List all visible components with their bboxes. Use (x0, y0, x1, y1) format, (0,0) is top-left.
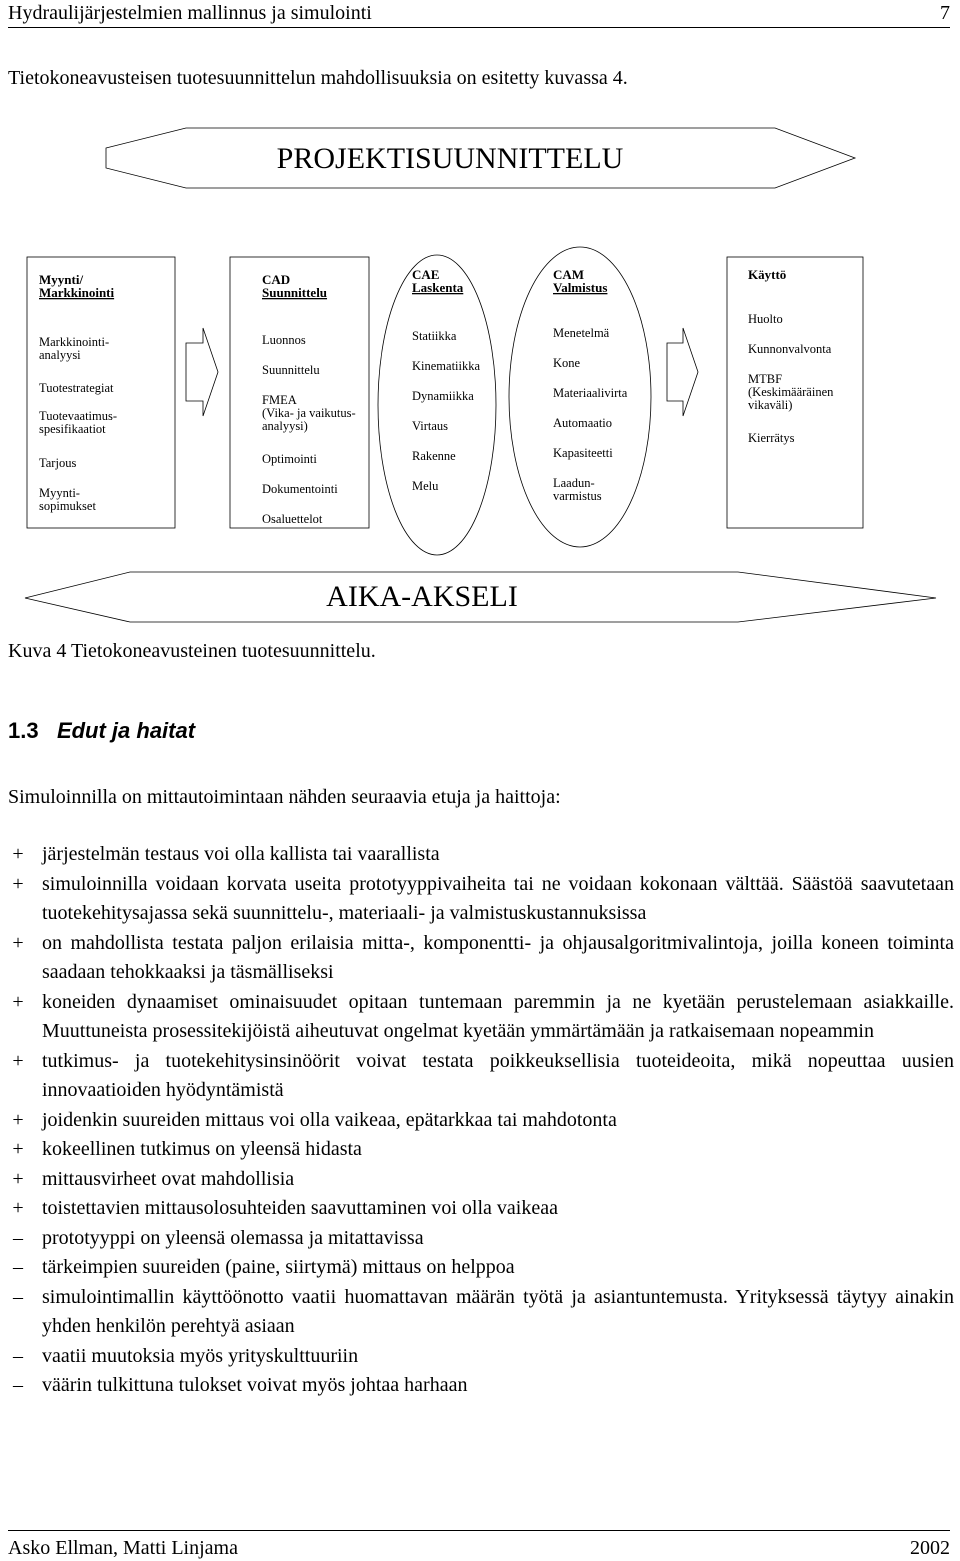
list-item (8, 1371, 954, 1401)
col1-title: Myynti/ Markkinointi (39, 272, 115, 300)
col2-item: FMEA (Vika- ja vaikutus-analyysi) (262, 393, 356, 433)
list-item-text: koneiden dynaamiset ominaisuudet opitaan tuntemaan paremmin ja ne kyetään perustelemaan asiakkaille. Muuttuneista prosessitekijöistä aiheutuvat ongelmat kyetään ymmärtämään ja ratkaisemaan nopeammin (42, 990, 954, 1042)
col5-item: MTBF (Keskimääräinen vikaväli) (748, 372, 834, 412)
page-number: 7 (940, 2, 950, 24)
list-item (8, 1047, 954, 1106)
arrow-1-shape (186, 328, 218, 416)
bullet-symbol: – (13, 1344, 23, 1367)
list-item-text: järjestelmän testaus voi olla kallista tai vaarallista (42, 843, 440, 865)
col3-item: Statiikka (412, 329, 457, 343)
bullet-symbol: – (13, 1256, 23, 1278)
list-item-text: tutkimus- ja tuotekehitysinsinöörit voivat testata poikkeuksellisia tuoteideoita, mikä nopeuttaa uusien innovaatioiden hyödyntämistä (42, 1049, 954, 1101)
bullet-symbol: + (12, 872, 24, 895)
list-item (8, 929, 954, 988)
page-footer (8, 1530, 950, 1561)
col1-item: Markkinointi-analyysi (39, 335, 110, 362)
footer-authors: Asko Ellman, Matti Linjama (8, 1537, 238, 1559)
page-header (8, 0, 950, 28)
bullet-symbol: – (13, 1374, 23, 1396)
intro-text: Tietokoneavusteisen tuotesuunnittelun mahdollisuuksia on esitetty kuvassa 4. (8, 67, 628, 89)
bullet-symbol: + (12, 1167, 24, 1190)
list-item-text: prototyyppi on yleensä olemassa ja mitattavissa (42, 1226, 424, 1249)
list-item (8, 1135, 954, 1165)
col2-title: CAD Suunnittelu (262, 272, 328, 300)
bullet-symbol: + (12, 931, 24, 954)
list-item (8, 1224, 954, 1254)
bullet-symbol: + (12, 843, 24, 865)
col3-item: Melu (412, 479, 439, 493)
pros-cons-list (8, 840, 954, 1401)
col3-title: CAE Laskenta (412, 267, 464, 295)
col5-title: Käyttö (748, 267, 787, 282)
time-axis-label: AIKA-AKSELI (326, 580, 518, 613)
col4-item: Laadun-varmistus (553, 476, 602, 503)
list-item (8, 1342, 954, 1372)
col5-item: Kunnonvalvonta (748, 342, 832, 356)
list-item-text: väärin tulkittuna tulokset voivat myös johtaa harhaan (42, 1374, 468, 1396)
list-item (8, 1253, 954, 1283)
col2-item: Luonnos (262, 333, 306, 347)
col2-item: Suunnittelu (262, 363, 320, 377)
list-item-text: simuloinnilla voidaan korvata useita prototyyppivaiheita tai ne voidaan kokonaan välttää. Säästöä saavutetaan tuotekehitysajassa sekä suunnittelu-, materiaali- ja valmistuskustannuksissa (42, 872, 954, 924)
col1-item: Myynti-sopimukset (39, 486, 96, 513)
col1-item: Tarjous (39, 456, 77, 470)
col4-item: Kone (553, 356, 581, 370)
bullet-symbol: + (12, 1049, 24, 1072)
col4-item: Automaatio (553, 416, 613, 430)
col4-item: Materiaalivirta (553, 386, 628, 400)
section-title: Edut ja haitat (56, 718, 196, 743)
col5-item: Huolto (748, 312, 783, 326)
bullet-symbol: – (13, 1226, 23, 1249)
banner-title: PROJEKTISUUNNITTELU (276, 142, 624, 175)
section-number: 1.3 (8, 718, 39, 743)
list-item (8, 840, 954, 870)
arrow-2-shape (667, 328, 698, 416)
project-planning-diagram (0, 118, 960, 623)
document-title: Hydraulijärjestelmien mallinnus ja simulointi (8, 2, 372, 24)
section-paragraph: Simuloinnilla on mittautoimintaan nähden seuraavia etuja ja haittoja: (8, 786, 561, 808)
bullet-symbol: + (12, 1108, 24, 1131)
bullet-symbol: + (12, 1138, 24, 1160)
col3-item: Virtaus (412, 419, 449, 433)
list-item-text: vaatii muutoksia myös yrityskulttuuriin (42, 1344, 359, 1367)
col4-item: Kapasiteetti (553, 446, 613, 460)
list-item (8, 1106, 954, 1136)
col2-item: Dokumentointi (262, 482, 338, 496)
col3-item: Kinematiikka (412, 359, 481, 373)
col4-title: CAM Valmistus (553, 267, 608, 295)
list-item (8, 1194, 954, 1224)
col4-item: Menetelmä (553, 326, 610, 340)
list-item (8, 988, 954, 1047)
list-item (8, 1165, 954, 1195)
col1-item: Tuotevaatimus-spesifikaatiot (39, 409, 118, 436)
bullet-symbol: – (13, 1285, 23, 1308)
col5-item: Kierrätys (748, 431, 795, 445)
col3-item: Dynamiikka (412, 389, 474, 403)
list-item-text: mittausvirheet ovat mahdollisia (42, 1167, 295, 1190)
col2-item: Osaluettelot (262, 512, 323, 526)
list-item-text: on mahdollista testata paljon erilaisia mitta-, komponentti- ja ohjausalgoritmivalintoja, joilla koneen toiminta saadaan tehokkaaksi ja täsmälliseksi (42, 931, 954, 983)
footer-year: 2002 (910, 1537, 950, 1559)
col3-item: Rakenne (412, 449, 456, 463)
col3-ellipse (378, 255, 496, 555)
list-item (8, 1283, 954, 1342)
list-item-text: kokeellinen tutkimus on yleensä hidasta (42, 1138, 362, 1160)
col2-item: Optimointi (262, 452, 317, 466)
bullet-symbol: + (12, 1197, 24, 1219)
list-item-text: toistettavien mittausolosuhteiden saavuttaminen voi olla vaikeaa (42, 1197, 558, 1219)
figure-caption: Kuva 4 Tietokoneavusteinen tuotesuunnittelu. (8, 640, 376, 662)
list-item (8, 870, 954, 929)
bullet-symbol: + (12, 990, 24, 1013)
list-item-text: simulointimallin käyttöönotto vaatii huomattavan määrän työtä ja asiantuntemusta. Yrityksessä täytyy ainakin yhden henkilön perehtyä asiaan (42, 1285, 954, 1337)
list-item-text: tärkeimpien suureiden (paine, siirtymä) mittaus on helppoa (42, 1256, 515, 1278)
col1-item: Tuotestrategiat (39, 381, 114, 395)
list-item-text: joidenkin suureiden mittaus voi olla vaikeaa, epätarkkaa tai mahdotonta (42, 1108, 617, 1131)
section-heading (8, 718, 195, 744)
